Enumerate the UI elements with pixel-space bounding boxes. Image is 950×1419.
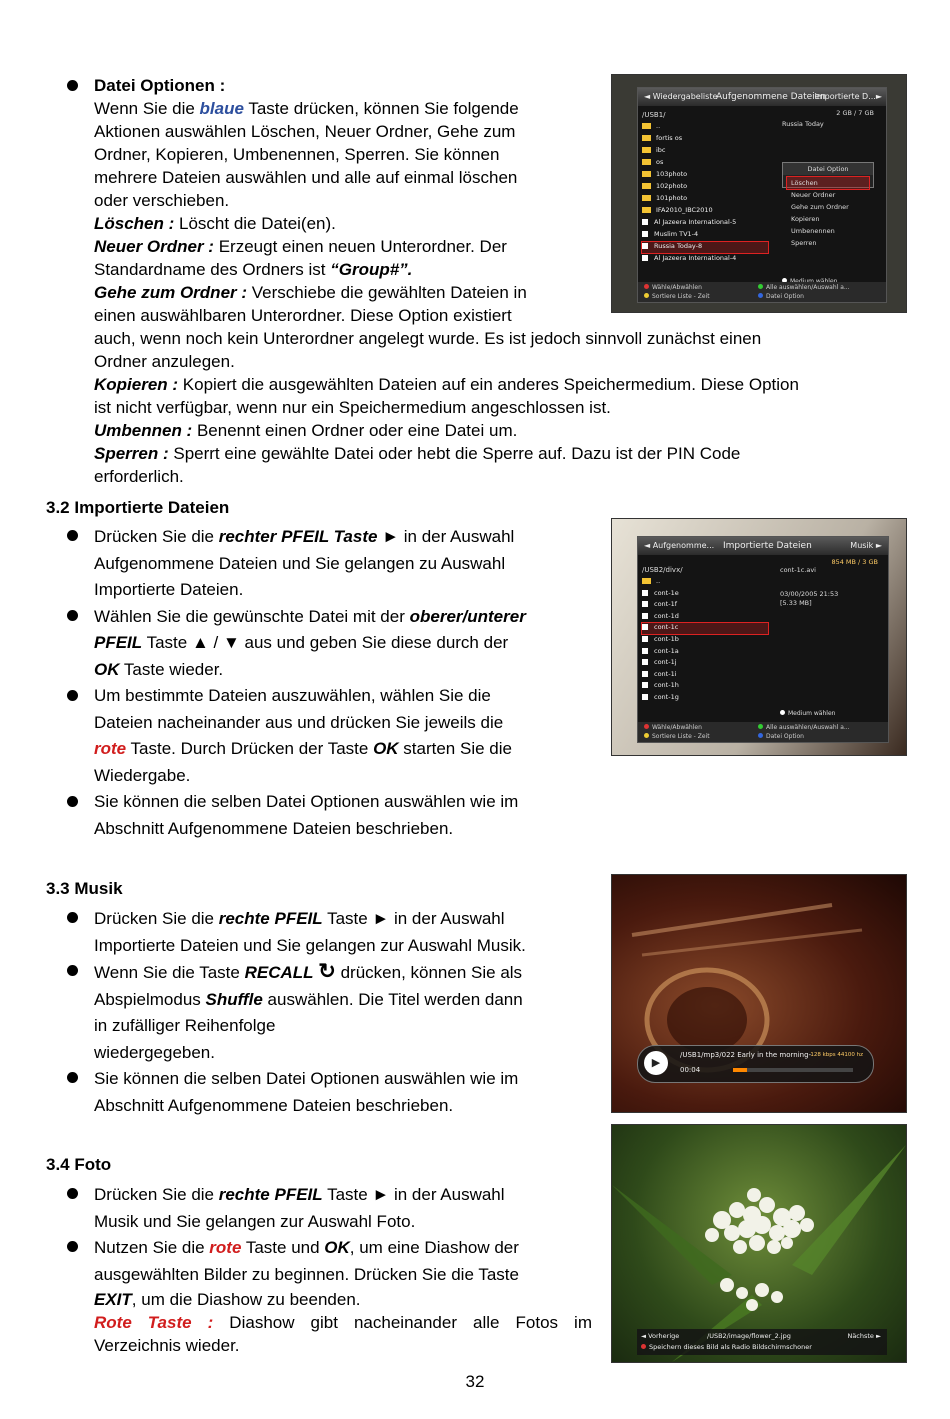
file-name: cont-1e — [654, 588, 679, 597]
folder-icon — [642, 159, 651, 165]
text: Taste ► in der Auswahl — [322, 909, 505, 928]
file-list-item[interactable] — [642, 194, 768, 205]
text: Importierte Dateien. — [94, 580, 244, 599]
file-name: cont-1c — [654, 623, 679, 632]
text: ist nicht verfügbar, wenn nur ein Speichermedium angeschlossen ist. — [94, 398, 611, 417]
text: Taste drücken, können Sie folgende — [243, 99, 519, 118]
menu-item[interactable]: Neuer Ordner — [791, 191, 836, 199]
file-name: cont-1g — [654, 693, 679, 701]
text: Drücken Sie die — [94, 909, 219, 928]
term: OK — [94, 659, 120, 679]
text: Dateien nacheinander aus und drücken Sie jeweils die — [94, 712, 504, 732]
text: Standardname des Ordners ist — [94, 260, 331, 279]
text: starten Sie die — [398, 739, 512, 758]
bullet-icon — [67, 1188, 78, 1199]
text: erforderlich. — [94, 467, 184, 486]
file-name: IFA2010_IBC2010 — [656, 206, 713, 214]
forward-tab: Musik ► — [850, 541, 882, 550]
folder-icon — [642, 578, 651, 584]
datei-optionen-text-wide — [94, 327, 914, 488]
file-list-item[interactable] — [642, 158, 768, 169]
datei-option-menu — [782, 162, 874, 247]
blue-term: blaue — [199, 99, 244, 118]
text: Um bestimmte Dateien auszuwählen, wählen Sie die — [94, 686, 491, 705]
filesize-label: [5.33 MB] — [780, 599, 812, 607]
progress-bar[interactable] — [733, 1068, 853, 1072]
file-name: cont-1b — [654, 635, 679, 643]
file-label: /USB2/image/flower_2.jpg — [707, 1332, 791, 1340]
term: Sperren : — [94, 444, 169, 463]
text: Diashow gibt nacheinander alle Fotos im — [213, 1313, 592, 1332]
file-list-item[interactable] — [642, 170, 768, 181]
footer-bar — [638, 282, 886, 302]
file-name: .. — [656, 122, 661, 130]
file-list-item[interactable] — [642, 589, 768, 600]
bitrate-label: 128 kbps 44100 hz — [810, 1052, 863, 1058]
file-name: Al Jazeera International-5 — [654, 218, 737, 226]
file-name: Al Jazeera International-4 — [654, 254, 737, 262]
file-list-item[interactable] — [642, 242, 768, 253]
file-list-item[interactable] — [642, 600, 768, 611]
file-name: cont-1j — [654, 658, 677, 667]
file-list-item[interactable] — [642, 230, 768, 241]
text: Verzeichnis wieder. — [94, 1336, 240, 1355]
file-list-item[interactable] — [642, 218, 768, 229]
folder-icon — [642, 171, 651, 177]
file-name: cont-1d — [654, 611, 679, 620]
text: Nutzen Sie die — [94, 1238, 210, 1257]
text: Taste wieder. — [119, 659, 224, 679]
footer-red: Wähle/Abwählen — [652, 284, 702, 291]
path-label: /USB1/ — [642, 111, 666, 119]
bullet-icon — [67, 912, 78, 923]
checkbox-icon — [642, 694, 648, 700]
text: Ordner, Kopieren, Umbenennen, Sperren. Sie können — [94, 145, 500, 164]
file-name: cont-1h — [654, 681, 679, 690]
checkbox-icon — [642, 648, 648, 654]
file-name: 103photo — [656, 170, 688, 178]
file-list-item[interactable] — [642, 254, 768, 265]
menu-item[interactable]: Gehe zum Ordner — [791, 203, 849, 211]
menu-item[interactable]: Kopieren — [791, 215, 820, 223]
text: Ordner anzulegen. — [94, 352, 235, 371]
recall-icon: ↻ — [318, 960, 336, 983]
file-name: fortis os — [656, 134, 683, 142]
term: OK — [373, 739, 399, 758]
size-label: 2 GB / 7 GB — [836, 109, 874, 117]
file-list-item[interactable] — [642, 206, 768, 217]
file-name: ibc — [656, 146, 666, 154]
text: Aufgenommene Dateien und Sie gelangen zu Auswahl — [94, 553, 506, 573]
folder-icon — [642, 207, 651, 213]
term: oberer/unterer — [409, 606, 526, 626]
menu-item[interactable]: Sperren — [791, 239, 817, 247]
file-list-item[interactable] — [642, 146, 768, 157]
term: Löschen : — [94, 214, 175, 233]
file-list-item[interactable] — [642, 635, 768, 646]
heading-foto: 3.4 Foto — [46, 1155, 112, 1174]
checkbox-icon — [642, 231, 648, 237]
term: OK — [324, 1238, 350, 1257]
text: mehrere Dateien auswählen und alle auf einmal löschen — [94, 168, 518, 187]
text: Wenn Sie die — [94, 99, 200, 118]
checkbox-icon — [642, 659, 648, 665]
file-list-item[interactable] — [642, 612, 768, 623]
back-tab: ◄ Aufgenomme... — [644, 541, 715, 550]
red-dot-icon — [641, 1344, 646, 1349]
term: Shuffle — [205, 989, 263, 1009]
text: Sie können die selben Datei Optionen auswählen wie im — [94, 1069, 519, 1088]
term: Kopieren : — [94, 375, 179, 394]
file-list-item[interactable] — [642, 577, 768, 588]
text: Sie können die selben Datei Optionen auswählen wie im — [94, 792, 519, 811]
slideshow-bar — [637, 1329, 887, 1355]
file-list-item[interactable] — [642, 134, 768, 145]
text: Verschiebe die gewählten Dateien in — [247, 283, 527, 302]
bullet-icon — [67, 1072, 78, 1083]
screenshot-foto — [611, 1124, 907, 1363]
file-list-item[interactable] — [642, 670, 768, 681]
file-name: .. — [656, 577, 661, 585]
text: Abschnitt Aufgenommene Dateien beschrieben. — [94, 1095, 454, 1115]
red-term: rote — [94, 739, 127, 758]
text: Wählen Sie die gewünschte Datei mit der — [94, 606, 410, 626]
track-label: /USB1/mp3/022 Early in the morning- — [680, 1051, 812, 1059]
term: RECALL — [244, 963, 314, 982]
info-label: Russia Today — [782, 120, 824, 128]
bullet-icon — [67, 530, 78, 541]
size-label: 854 MB / 3 GB — [831, 558, 878, 566]
header-bar — [638, 537, 888, 555]
checkbox-icon — [642, 682, 648, 688]
file-name: 102photo — [656, 182, 688, 190]
text: drücken, können Sie als — [335, 963, 523, 982]
file-name: cont-1f — [654, 600, 677, 609]
forward-tab: Importierte D...► — [814, 92, 882, 101]
file-list-item[interactable] — [642, 623, 768, 634]
checkbox-icon — [642, 590, 648, 596]
date-label: 03/00/2005 21:53 — [780, 590, 839, 598]
file-list-item[interactable] — [642, 122, 768, 133]
prev-button[interactable]: ◄ Vorherige — [641, 1332, 680, 1340]
checkbox-icon — [642, 601, 648, 607]
text: Taste ► in der Auswahl — [322, 1185, 505, 1204]
file-list-item[interactable] — [642, 647, 768, 658]
text: Wiedergabe. — [94, 765, 191, 785]
file-list-item[interactable] — [642, 681, 768, 692]
file-name: 101photo — [656, 194, 688, 202]
text: Drücken Sie die — [94, 527, 219, 546]
file-name: Muslim TV1-4 — [654, 230, 699, 238]
text: Aktionen auswählen Löschen, Neuer Ordner, Gehe zum — [94, 122, 516, 141]
path-label: /USB2/divx/ — [642, 566, 683, 574]
folder-icon — [642, 195, 651, 201]
file-browser-panel — [637, 87, 887, 303]
text: Löscht die Datei(en). — [174, 214, 336, 233]
footer-red: Wähle/Abwählen — [652, 724, 702, 731]
importierte-dateien-text — [94, 524, 594, 842]
footer-yellow: Sortiere Liste - Zeit — [652, 293, 710, 300]
term: rechte PFEIL — [218, 909, 323, 928]
next-button[interactable]: Nächste ► — [847, 1332, 881, 1340]
menu-item[interactable]: Löschen — [787, 177, 869, 189]
music-player-bar — [637, 1045, 874, 1083]
section-title: Datei Optionen : — [94, 76, 226, 95]
file-name: cont-1i — [654, 669, 677, 678]
term: rechter PFEIL Taste — [218, 527, 378, 546]
foto-text — [94, 1182, 592, 1357]
back-tab: ◄ Wiedergabeliste — [644, 92, 718, 101]
text: , um die Diashow zu beenden. — [131, 1290, 361, 1309]
footer-yellow: Sortiere Liste - Zeit — [652, 733, 710, 740]
checkbox-icon — [642, 255, 648, 261]
heading-musik: 3.3 Musik — [46, 879, 123, 898]
header-bar — [638, 88, 886, 106]
text: ausgewählten Bilder zu beginnen. Drücken Sie die Taste — [94, 1264, 519, 1284]
checkbox-icon — [642, 671, 648, 677]
folder-icon — [642, 123, 651, 129]
text: Musik und Sie gelangen zur Auswahl Foto. — [94, 1211, 416, 1231]
text: , um eine Diashow der — [349, 1238, 519, 1257]
text: Abspielmodus — [94, 989, 206, 1009]
text: Drücken Sie die — [94, 1185, 219, 1204]
folder-icon — [642, 147, 651, 153]
datei-optionen-text — [94, 74, 594, 327]
term: PFEIL — [94, 633, 143, 652]
progress-fill — [733, 1068, 747, 1072]
text: Benennt einen Ordner oder eine Datei um. — [192, 421, 518, 440]
footer-blue: Datei Option — [766, 293, 804, 300]
save-hint: Speichern dieses Bild als Radio Bildschirmschoner — [649, 1343, 812, 1351]
text: auch, wenn noch kein Unterordner angelegt wurde. Es ist jedoch sinnvoll zunächst einen — [94, 329, 762, 348]
folder-icon — [642, 135, 651, 141]
screenshot-importierte-dateien — [611, 518, 907, 756]
file-name: cont-1a — [654, 646, 679, 655]
red-term: rote — [209, 1238, 242, 1257]
footer-blue: Datei Option — [766, 733, 804, 740]
bullet-icon — [67, 80, 78, 91]
term: Umbennen : — [94, 421, 193, 440]
checkbox-icon — [642, 624, 648, 630]
text: Erzeugt einen neuen Unterordner. Der — [213, 237, 507, 256]
footer-green: Alle auswählen/Auswahl a... — [766, 284, 850, 291]
file-list-item[interactable] — [642, 182, 768, 193]
term: “Group#”. — [330, 260, 413, 279]
window-title: Importierte Dateien — [723, 541, 812, 551]
file-label: cont-1c.avi — [780, 566, 816, 574]
term: EXIT — [94, 1290, 132, 1309]
menu-title: Datei Option — [783, 163, 873, 175]
play-icon[interactable]: ▶ — [644, 1051, 668, 1075]
file-name: os — [656, 158, 664, 166]
checkbox-icon — [642, 219, 648, 225]
screenshot-aufgenommene-dateien — [611, 74, 907, 313]
screenshot-musik — [611, 874, 907, 1113]
medium-text: Medium wählen — [788, 710, 836, 717]
bullet-icon — [67, 690, 78, 701]
menu-item[interactable]: Umbenennen — [791, 227, 835, 235]
text: oder verschieben. — [94, 191, 230, 210]
text: Kopiert die ausgewählten Dateien auf ein anderes Speichermedium. Diese Option — [178, 375, 799, 394]
flower-image — [612, 1125, 906, 1362]
text: Sperrt eine gewählte Datei oder hebt die Sperre auf. Dazu ist der PIN Code — [168, 444, 741, 463]
term: Neuer Ordner : — [94, 237, 214, 256]
folder-icon — [642, 183, 651, 189]
time-label: 00:04 — [680, 1066, 701, 1074]
checkbox-icon — [642, 243, 648, 249]
red-term: Rote Taste : — [94, 1313, 214, 1332]
text: Importierte Dateien und Sie gelangen zur Auswahl Musik. — [94, 935, 526, 955]
footer-green: Alle auswählen/Auswahl a... — [766, 724, 850, 731]
footer-bar — [638, 722, 888, 742]
checkbox-icon — [642, 636, 648, 642]
text: Wenn Sie die Taste — [94, 963, 245, 982]
file-browser-panel — [637, 536, 889, 743]
text: Taste ▲ / ▼ aus und geben Sie diese durch der — [142, 633, 509, 652]
text: wiedergegeben. — [94, 1042, 215, 1062]
bullet-icon — [67, 965, 78, 976]
file-list-item[interactable] — [642, 693, 768, 704]
text: Taste. Durch Drücken der Taste — [126, 739, 374, 758]
text: in zufälliger Reihenfolge — [94, 1016, 276, 1035]
term: rechte PFEIL — [218, 1185, 323, 1204]
checkbox-icon — [642, 613, 648, 619]
text: Taste und — [241, 1238, 325, 1257]
bullet-icon — [67, 610, 78, 621]
bullet-icon — [67, 796, 78, 807]
bullet-icon — [67, 1241, 78, 1252]
text: auswählen. Die Titel werden dann — [262, 989, 523, 1009]
musik-text — [94, 906, 594, 1119]
text: Abschnitt Aufgenommene Dateien beschrieben. — [94, 818, 454, 838]
medium-label — [780, 710, 835, 717]
heading-importierte-dateien: 3.2 Importierte Dateien — [46, 498, 230, 517]
file-list-item[interactable] — [642, 658, 768, 669]
file-name: Russia Today-8 — [654, 242, 703, 250]
window-title: Aufgenommene Dateien — [716, 92, 826, 102]
term: Gehe zum Ordner : — [94, 283, 248, 302]
page-number: 32 — [465, 1372, 485, 1391]
text: ► in der Auswahl — [377, 527, 515, 546]
menu-items — [783, 175, 873, 247]
text: einen auswählbaren Unterordner. Diese Option existiert — [94, 306, 512, 325]
